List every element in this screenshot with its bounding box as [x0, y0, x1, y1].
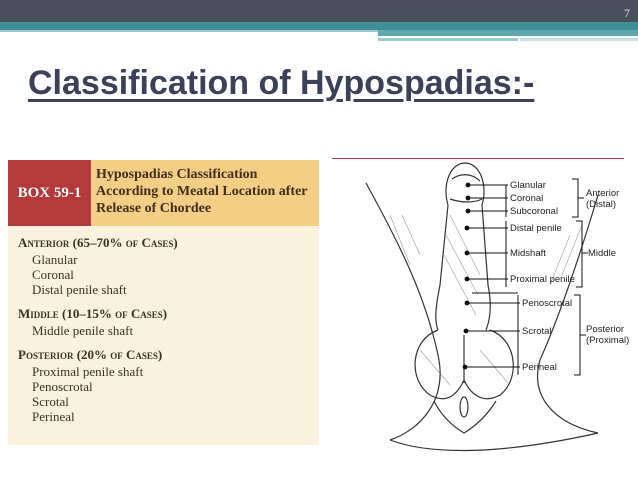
classification-box: [8, 160, 319, 445]
figure-label-perineal: Perineal: [522, 362, 557, 373]
list-item: Scrotal: [32, 394, 69, 409]
list-item: Coronal: [32, 267, 74, 282]
figure-label-penoscrotal: Penoscrotal: [522, 298, 573, 309]
box-caption: Hypospadias Classification According to Meatal Location after Release of Chordee: [96, 167, 308, 216]
group-heading-middle: Middle (10–15% of Cases): [18, 306, 168, 321]
slide-top-bar: [0, 0, 638, 22]
list-item: Glanular: [32, 252, 78, 267]
group-list-middle: [18, 323, 313, 338]
figure-category-anterior: Anterior (Distal): [586, 188, 620, 210]
anatomy-illustration: [330, 155, 630, 455]
figure-label-glanular: Glanular: [510, 180, 546, 191]
figure-label-scrotal: Scrotal: [522, 326, 552, 337]
list-item: Distal penile shaft: [32, 282, 127, 297]
group-heading-anterior: Anterior (65–70% of Cases): [18, 235, 178, 250]
list-item: Penoscrotal: [32, 379, 93, 394]
group-list-anterior: [18, 252, 313, 297]
figure-label-coronal: Coronal: [510, 193, 544, 204]
group-heading-posterior: Posterior (20% of Cases): [18, 347, 163, 362]
figure-category-middle: Middle: [588, 248, 616, 259]
box-body: [18, 234, 313, 432]
figure-label-subcoronal: Subcoronal: [510, 206, 559, 217]
slide-accent-bar: [0, 22, 638, 30]
list-item: Middle penile shaft: [32, 323, 134, 338]
box-header: [8, 160, 319, 226]
figure-category-posterior: Posterior (Proximal): [586, 324, 630, 346]
list-item: Perineal: [32, 409, 75, 424]
figure-label-midshaft: Midshaft: [510, 248, 546, 259]
slide-title: Classification of Hypospadias:-: [28, 64, 535, 102]
group-list-posterior: [18, 364, 313, 424]
figure-label-distal-penile: Distal penile: [510, 223, 562, 234]
anatomy-figure: [330, 155, 630, 455]
slide-number: 7: [624, 6, 630, 20]
list-item: Proximal penile shaft: [32, 364, 144, 379]
decorative-stripe: [378, 38, 518, 41]
box-id: BOX 59-1: [8, 160, 91, 226]
figure-label-proximal-penile: Proximal penile: [510, 274, 575, 285]
decorative-stripe: [520, 38, 638, 41]
decorative-stripe: [378, 30, 638, 36]
